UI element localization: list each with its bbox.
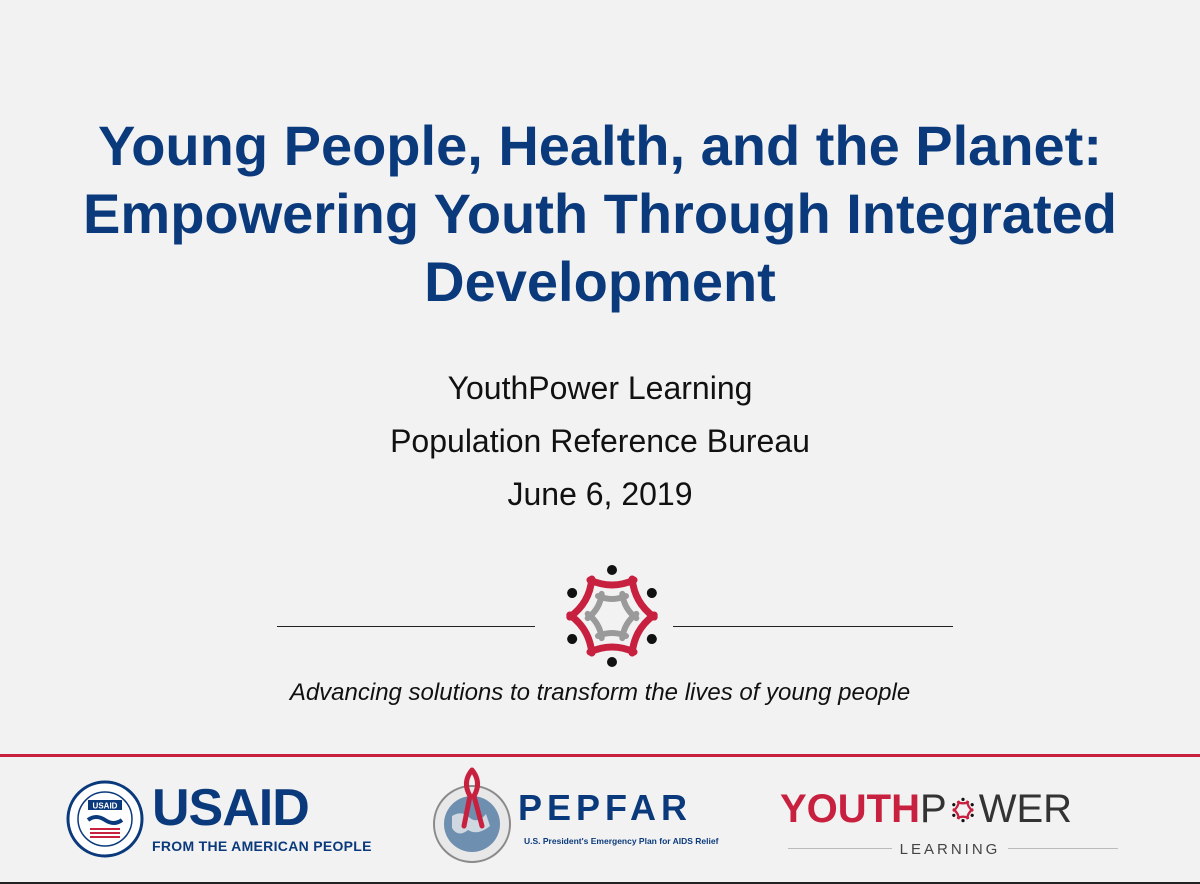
footer-divider [0,754,1200,757]
presentation-date: June 6, 2019 [507,476,693,512]
youthpower-p-text: P [920,787,947,831]
title-line-3: Development [424,250,776,313]
usaid-seal-text: USAID [92,801,118,811]
youthpower-youth-text: YOUTH [780,787,920,831]
people-circle-emblem-icon [547,560,677,672]
usaid-subtitle: FROM THE AMERICAN PEOPLE [152,838,372,854]
youthpower-emblem-icon [948,795,978,825]
title-line-1: Young People, Health, and the Planet: [98,114,1102,177]
title-line-2: Empowering Youth Through Integrated [83,182,1117,245]
usaid-wordmark: USAID [152,779,309,837]
youthpower-wordmark [780,786,1072,832]
usaid-seal-icon [66,780,144,858]
pepfar-globe-ribbon-icon [430,766,520,866]
youthpower-wer-text: WER [978,787,1073,831]
pepfar-logo [430,766,730,870]
tagline: Advancing solutions to transform the lives of young people [289,679,911,706]
organization-2: Population Reference Bureau [390,423,810,459]
usaid-logo [66,779,372,860]
presenter-info [0,362,1200,521]
pepfar-wordmark: PEPFAR [518,787,693,828]
organization-1: YouthPower Learning [447,370,753,406]
divider-right [673,626,953,627]
youthpower-learning-text [780,841,1120,858]
youthpower-learning-logo [780,786,1140,866]
learning-label: LEARNING [892,841,1009,858]
divider-left [277,626,535,627]
slide-title [0,112,1200,316]
pepfar-subtitle: U.S. President's Emergency Plan for AIDS Relief [524,836,719,846]
